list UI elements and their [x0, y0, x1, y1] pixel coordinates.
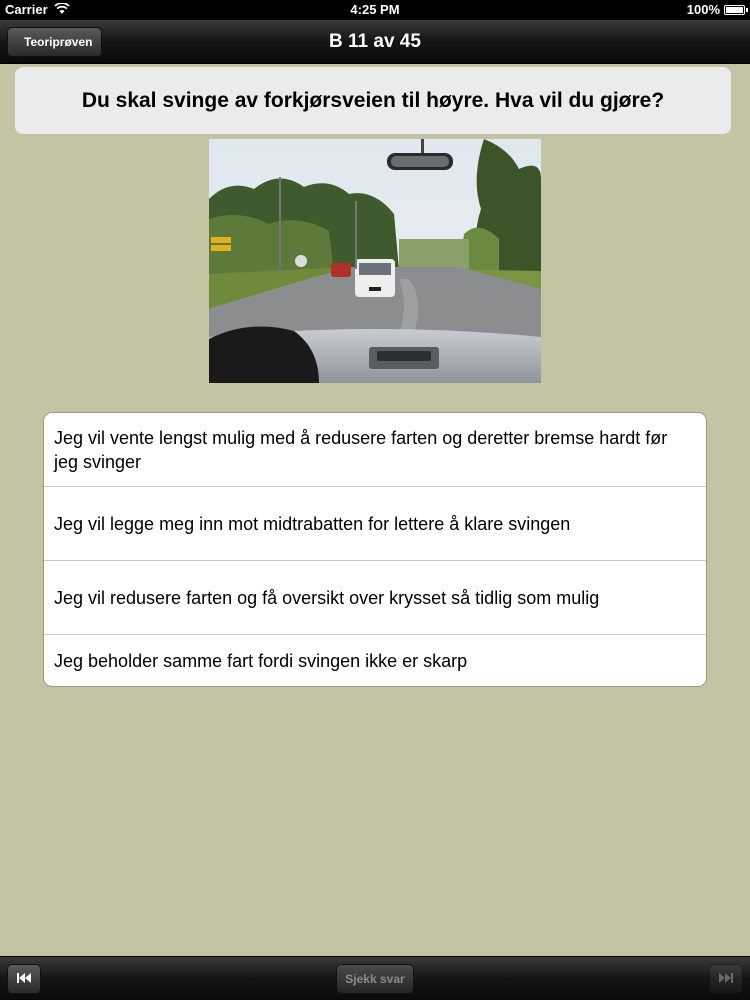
answer-list — [43, 412, 707, 687]
answer-option-2[interactable]: Jeg vil legge meg inn mot midtrabatten for lettere å klare svingen — [44, 487, 706, 561]
skip-forward-icon — [718, 972, 734, 987]
check-answer-button[interactable]: Sjekk svar — [336, 964, 414, 994]
first-question-button[interactable] — [7, 964, 41, 994]
clock: 4:25 PM — [350, 2, 400, 17]
page-title: B 11 av 45 — [329, 31, 421, 52]
navigation-bar — [0, 20, 750, 64]
back-button-label: Teoriprøven — [24, 35, 93, 49]
carrier-label: Carrier — [5, 2, 48, 17]
question-image — [209, 139, 541, 383]
bottom-toolbar — [0, 956, 750, 1000]
question-card — [15, 67, 731, 134]
battery-percentage: 100% — [686, 2, 720, 17]
question-text: Du skal svinge av forkjørsveien til høyre. Hva vil du gjøre? — [81, 88, 665, 112]
answer-option-1[interactable]: Jeg vil vente lengst mulig med å redusere farten og deretter bremse hardt før jeg svinger — [44, 413, 706, 487]
answer-option-3[interactable]: Jeg vil redusere farten og få oversikt over krysset så tidlig som mulig — [44, 561, 706, 635]
last-question-button[interactable] — [709, 964, 743, 994]
battery-icon — [724, 5, 745, 15]
back-button[interactable] — [7, 27, 102, 57]
skip-back-icon — [16, 972, 32, 987]
status-bar — [0, 0, 750, 20]
answer-option-4[interactable]: Jeg beholder samme fart fordi svingen ikke er skarp — [54, 650, 468, 671]
